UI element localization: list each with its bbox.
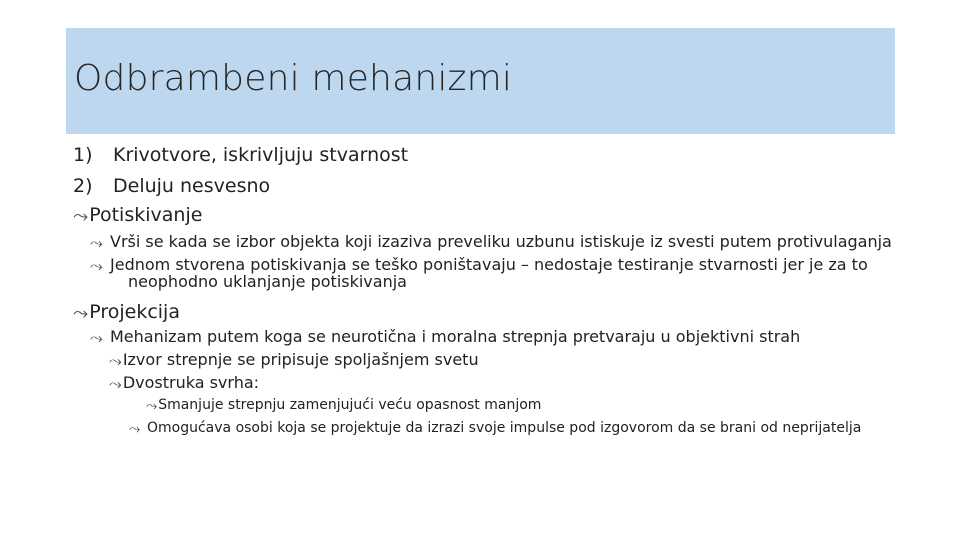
item-marker: 2): [73, 175, 93, 197]
bullet-icon: ⤳: [146, 398, 158, 414]
sub-bullet-projekcija-3: [109, 374, 903, 391]
bullet-icon: ⤳: [73, 205, 89, 227]
item-text: Mehanizam putem koga se neurotična i moralna strepnja pretvaraju u objektivni strah: [110, 327, 801, 346]
item-text: Izvor strepnje se pripisuje spoljašnjem svetu: [122, 350, 479, 369]
sub-sub-bullet-2: ⤳ Omogućava osobi koja se projektuje da izrazi svoje impulse pod izgovorom da se brani od neprijatelja: [129, 420, 862, 437]
bullet-icon: ⤳: [73, 302, 89, 324]
item-text: Omogućava osobi koja se projektuje da izrazi svoje impulse pod izgovorom da se brani od neprijatelja: [147, 420, 862, 436]
slide-title: Odbrambeni mehanizmi: [74, 58, 513, 99]
item-marker: 1): [73, 144, 93, 166]
bullet-projekcija: [73, 297, 903, 328]
bullet-icon: ⤳: [109, 374, 122, 393]
bullet-potiskivanje: [73, 200, 903, 231]
slide-content: [73, 140, 903, 437]
sub-bullet-potiskivanje-2: ⤳ Jednom stvorena potiskivanja se teško poništavaju – nedostaje testiranje stvarnosti jer je za to neophodno uklanjanje potiskivanja: [90, 255, 868, 291]
numbered-item-2: [73, 171, 903, 202]
item-text: Krivotvore, iskrivljuju stvarnost: [113, 144, 409, 166]
item-text: Jednom stvorena potiskivanja se teško poništavaju – nedostaje testiranje stvarnosti jer je za to neophodno uklanjanje potiskivanja: [110, 255, 868, 291]
sub-bullet-potiskivanje-1: ⤳ Vrši se kada se izbor objekta koji izaziva preveliku uzbunu istiskuje iz svesti putem protivulaganja: [90, 232, 892, 252]
item-text: Vrši se kada se izbor objekta koji izaziva preveliku uzbunu istiskuje iz svesti putem protivulaganja: [110, 232, 892, 251]
item-text: Potiskivanje: [89, 204, 203, 226]
item-text: Dvostruka svrha:: [122, 373, 260, 392]
sub-bullet-projekcija-2: [109, 351, 903, 368]
bullet-icon: ⤳: [109, 351, 122, 370]
sub-sub-bullet-1: [146, 397, 903, 414]
item-text: Deluju nesvesno: [113, 175, 271, 197]
item-text: Projekcija: [89, 301, 180, 323]
sub-bullet-projekcija-1: ⤳ Mehanizam putem koga se neurotična i moralna strepnja pretvaraju u objektivni strah: [90, 327, 801, 347]
title-band: [66, 28, 895, 134]
numbered-item-1: [73, 140, 903, 171]
item-text: Smanjuje strepnju zamenjujući veću opasnost manjom: [158, 397, 542, 413]
